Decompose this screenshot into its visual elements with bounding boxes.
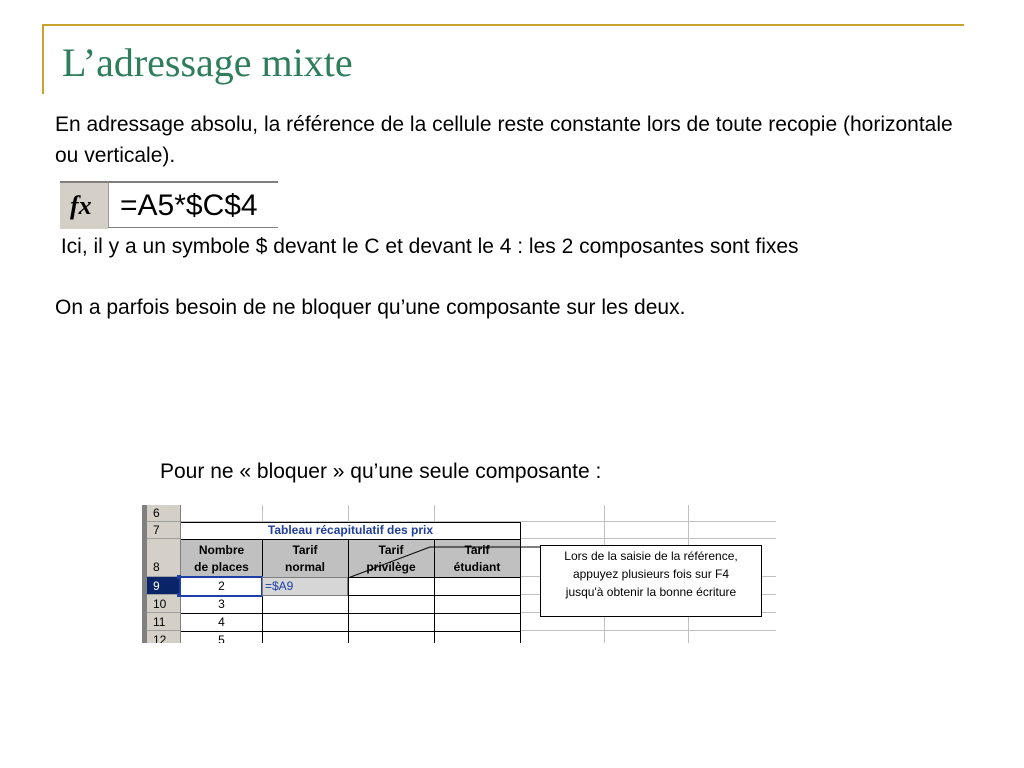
- header-tarif-normal-1: Tarif: [292, 543, 318, 557]
- reference-handle: [177, 593, 181, 597]
- row-number-8: 8: [147, 539, 180, 577]
- formula-bar-separator: [108, 183, 109, 227]
- decorative-vertical-line: [42, 24, 44, 94]
- callout-line-3: jusqu'à obtenir la bonne écriture: [565, 585, 737, 599]
- header-tarif-etudiant-1: Tarif: [464, 543, 490, 557]
- paragraph-absolute-addressing: En adressage absolu, la référence de la cellule reste constante lors de toute recopie (horizontale ou verticale).: [55, 113, 953, 167]
- cell-places-5: 5: [218, 633, 225, 643]
- formula-text: =A5*$C$4: [120, 189, 258, 222]
- decorative-horizontal-line: [42, 24, 964, 26]
- callout-line-2: appuyez plusieurs fois sur F4: [572, 567, 730, 581]
- paragraph-dollar-symbols: Ici, il y a un symbole $ devant le C et devant le 4 : les 2 composantes sont fixes: [55, 235, 799, 258]
- row-number-9: 9: [147, 577, 180, 595]
- gridline: [520, 538, 776, 539]
- formula-bar-bottom-border: [108, 227, 278, 228]
- cell-places-2: 2: [218, 579, 225, 593]
- fx-button: [60, 183, 108, 229]
- table-border: [181, 631, 520, 632]
- gridline: [348, 505, 349, 522]
- formula-bar: [60, 181, 278, 229]
- header-tarif-privilege-1: Tarif: [378, 543, 404, 557]
- row-number-6: 6: [147, 505, 180, 522]
- cell-places-4: 4: [218, 615, 225, 629]
- row-number-10: 10: [147, 595, 180, 613]
- gridline: [520, 630, 776, 631]
- table-border: [181, 539, 520, 540]
- callout-box: [540, 545, 762, 617]
- referenced-cell-border: [179, 576, 263, 597]
- gridline: [434, 505, 435, 522]
- header-de-places: de places: [194, 560, 249, 574]
- header-tarif-etudiant-2: étudiant: [453, 560, 501, 574]
- slide-title: L’adressage mixte: [62, 40, 353, 85]
- row-number-7: 7: [147, 522, 180, 539]
- table-border: [520, 522, 521, 643]
- fx-icon: fx: [70, 191, 92, 220]
- paragraph-block-single: Pour ne « bloquer » qu’une seule composante :: [160, 460, 602, 483]
- reference-handle: [177, 575, 181, 579]
- gridline: [262, 505, 263, 522]
- header-tarif-normal-2: normal: [284, 560, 325, 574]
- table-border: [181, 613, 520, 614]
- row-header-column: [147, 505, 181, 643]
- callout-line-1: Lors de la saisie de la référence,: [564, 549, 738, 563]
- row-number-11: 11: [147, 613, 180, 631]
- table-caption: Tableau récapitulatif des prix: [267, 523, 434, 537]
- cell-places-3: 3: [218, 597, 225, 611]
- header-nombre: Nombre: [198, 543, 245, 557]
- paragraph-block-one-component: On a parfois besoin de ne bloquer qu’une composante sur les deux.: [55, 296, 686, 319]
- header-tarif-privilege-2: privilège: [366, 560, 416, 574]
- row-number-12: 12: [147, 631, 180, 643]
- editing-cell-value: =$A9: [265, 579, 294, 593]
